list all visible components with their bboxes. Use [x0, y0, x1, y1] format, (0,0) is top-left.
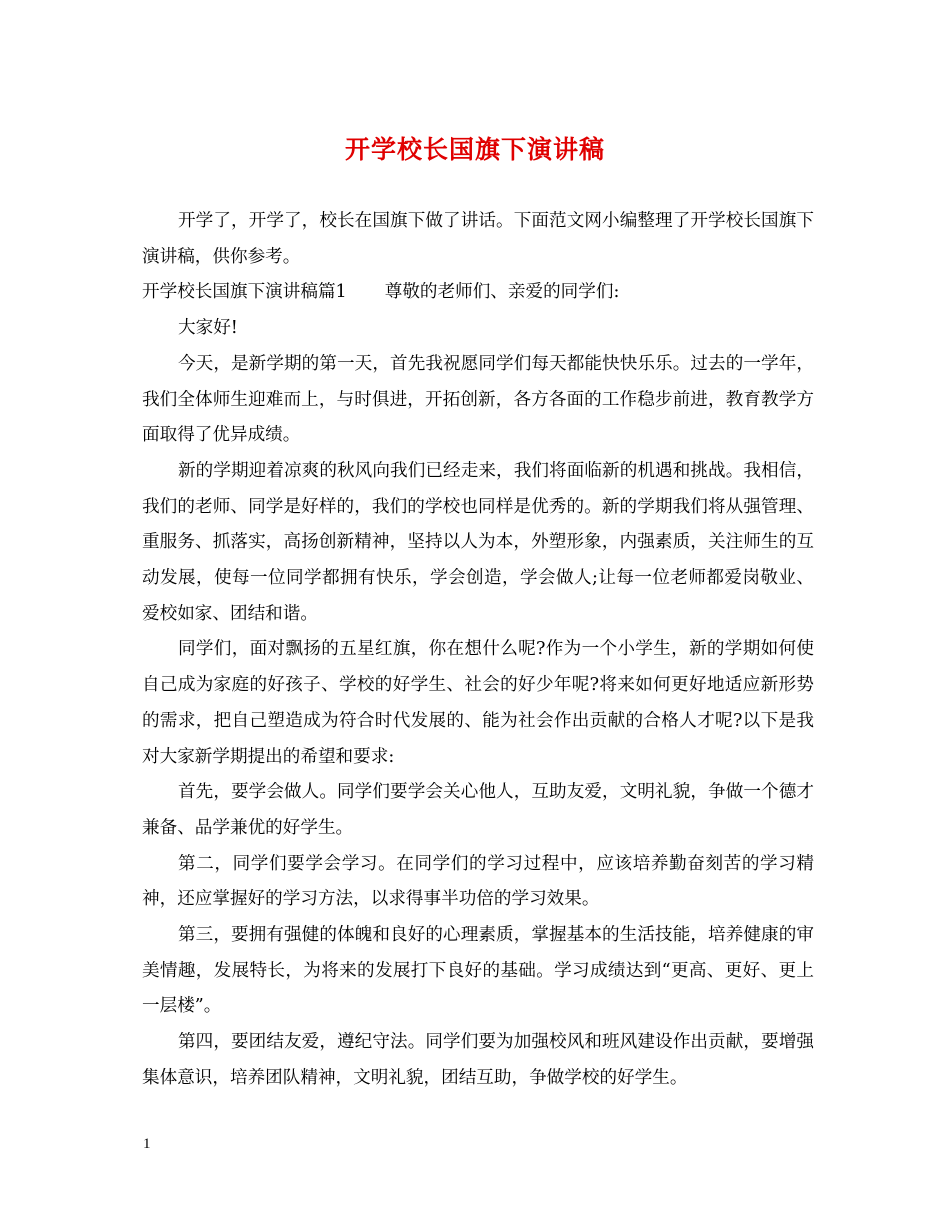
paragraph-6: 第三，要拥有强健的体魄和良好的心理素质，掌握基本的生活技能，培养健康的审美情趣，发展特长，为将来的发展打下良好的基础。学习成绩达到“更高、更好、更上一层楼”。: [142, 925, 814, 1017]
paragraph-7: 第四，要团结友爱，遵纪守法。同学们要为加强校风和班风建设作出贡献，要增强集体意识，培养团队精神，文明礼貌，团结互助，争做学校的好学生。: [142, 1032, 814, 1088]
salutation: 尊敬的老师们、亲爱的同学们:: [384, 282, 620, 303]
page-number: 1: [143, 1136, 151, 1152]
paragraph-2: 新的学期迎着凉爽的秋风向我们已经走来，我们将面临新的机遇和挑战。我相信，我们的老师、同学是好样的，我们的学校也同样是优秀的。新的学期我们将从强管理、重服务、抓落实，高扬创新精神，坚持以人为本，外塑形象，内强素质，关注师生的互动发展，使每一位同学都拥有快乐，学会创造，学会做人;让每一位老师都爱岗敬业、爱校如家、团结和谐。: [142, 460, 814, 624]
speech-heading-label: 开学校长国旗下演讲稿篇1: [142, 282, 347, 303]
paragraph-4: 首先，要学会做人。同学们要学会关心他人，互助友爱，文明礼貌，争做一个德才兼备、品学兼优的好学生。: [142, 782, 814, 838]
document-body: [142, 204, 814, 1097]
paragraph-1: 今天，是新学期的第一天，首先我祝愿同学们每天都能快快乐乐。过去的一学年，我们全体师生迎难而上，与时俱进，开拓创新，各方各面的工作稳步前进，教育教学方面取得了优异成绩。: [142, 353, 814, 446]
document-title: 开学校长国旗下演讲稿: [344, 135, 605, 164]
intro-paragraph: 开学了，开学了，校长在国旗下做了讲话。下面范文网小编整理了开学校长国旗下演讲稿，供你参考。: [142, 211, 814, 267]
heading-line: [142, 275, 814, 311]
paragraph-greeting: 大家好!: [178, 318, 238, 339]
paragraph-5: 第二，同学们要学会学习。在同学们的学习过程中，应该培养勤奋刻苦的学习精神，还应掌握好的学习方法，以求得事半功倍的学习效果。: [142, 853, 814, 910]
paragraph-3: 同学们，面对飘扬的五星红旗，你在想什么呢?作为一个小学生，新的学期如何使自己成为家庭的好孩子、学校的好学生、社会的好少年呢?将来如何更好地适应新形势的需求，把自己塑造成为符合时代发展的、能为社会作出贡献的合格人才呢?以下是我对大家新学期提出的希望和要求:: [142, 639, 814, 767]
